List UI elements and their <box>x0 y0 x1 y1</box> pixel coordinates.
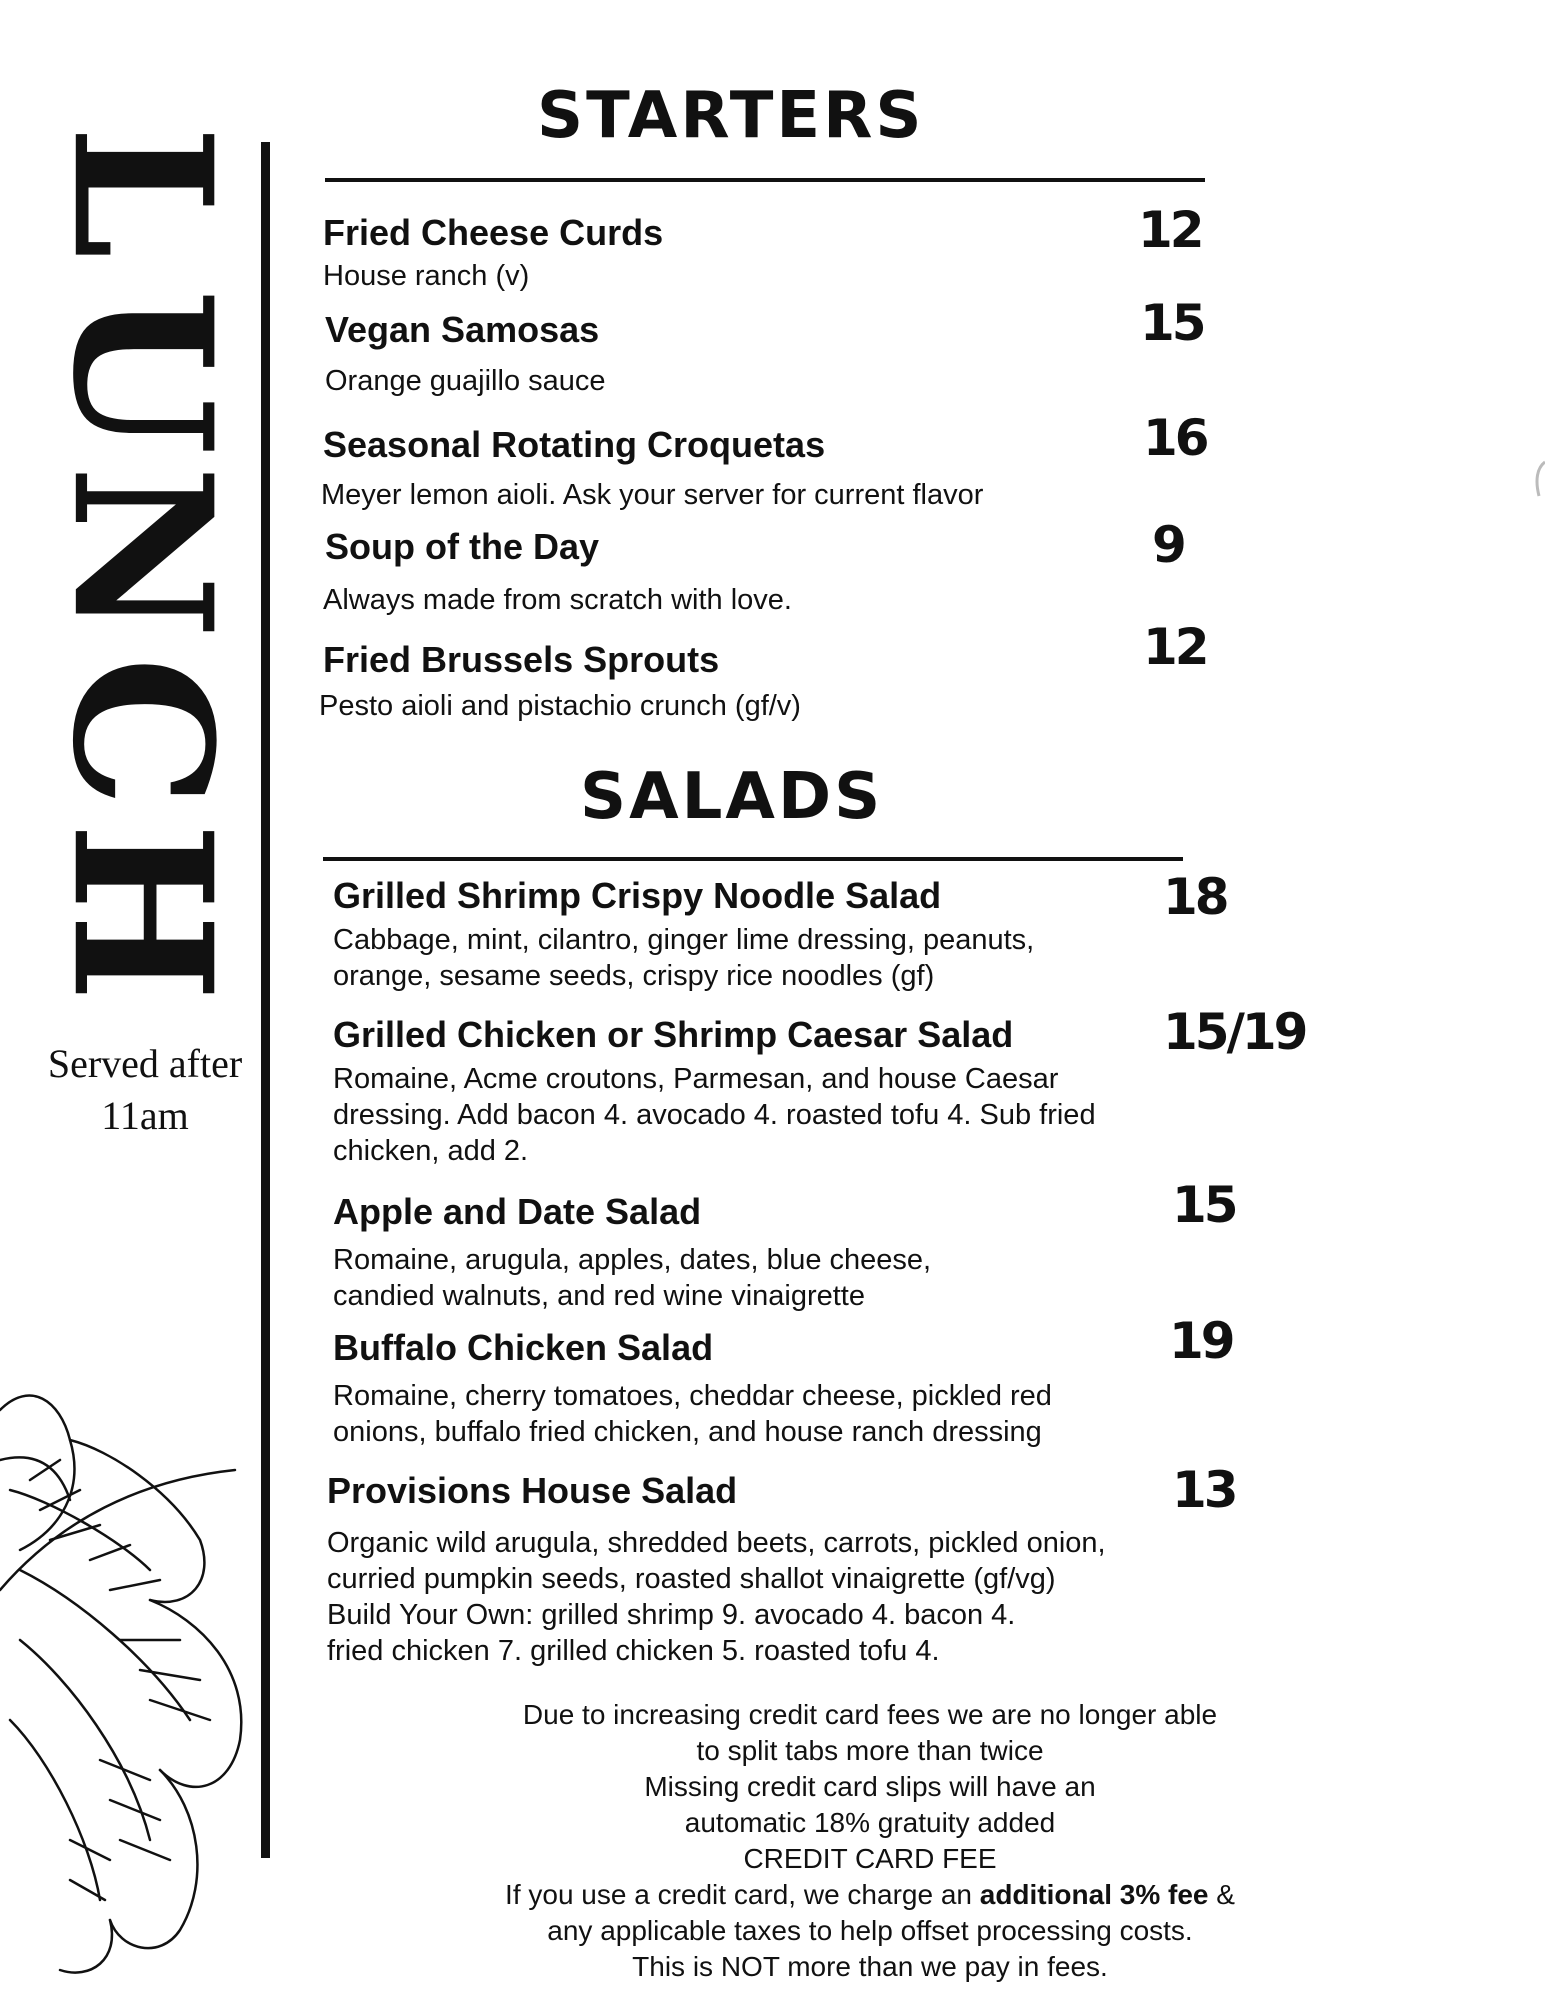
item-price: 12 <box>1138 201 1202 259</box>
title-letter: L <box>31 125 254 259</box>
description-line: Romaine, cherry tomatoes, cheddar cheese, pickled red <box>333 1380 1052 1412</box>
item-description <box>333 1242 931 1314</box>
notice-line: CREDIT CARD FEE <box>743 1843 997 1874</box>
description-line: Build Your Own: grilled shrimp 9. avocado 4. bacon 4. <box>327 1599 1016 1631</box>
served-line: Served after <box>47 1041 243 1086</box>
title-letter: U <box>31 289 255 455</box>
served-after-note <box>20 1038 270 1142</box>
item-name: Provisions House Salad <box>327 1470 738 1511</box>
item-name: Fried Cheese Curds <box>323 212 664 253</box>
item-price: 13 <box>1172 1461 1236 1519</box>
notice-line: Missing credit card slips will have an <box>644 1771 1096 1802</box>
item-price: 15 <box>1172 1176 1236 1234</box>
description-line: onions, buffalo fried chicken, and house ranch dressing <box>333 1416 1042 1448</box>
item-price: 9 <box>1152 516 1184 574</box>
description-line: orange, sesame seeds, crispy rice noodles (gf) <box>333 960 935 992</box>
item-price: 12 <box>1143 618 1207 676</box>
fee-amount: additional 3% fee <box>979 1879 1209 1910</box>
notice-line: automatic 18% gratuity added <box>684 1807 1056 1838</box>
description-line: fried chicken 7. grilled chicken 5. roasted tofu 4. <box>327 1635 940 1667</box>
description-line: candied walnuts, and red wine vinaigrette <box>333 1280 865 1312</box>
starters-heading: STARTERS <box>537 79 925 153</box>
description-line: dressing. Add bacon 4. avocado 4. roasted tofu 4. Sub fried <box>333 1099 1096 1131</box>
description-line: Cabbage, mint, cilantro, ginger lime dressing, peanuts, <box>333 924 1035 956</box>
edge-fragment-mark <box>1533 460 1545 500</box>
item-description <box>333 1378 1052 1450</box>
description-line: chicken, add 2. <box>333 1135 529 1167</box>
fee-suffix: & <box>1208 1879 1235 1910</box>
credit-card-fee-line <box>430 1877 1310 1913</box>
title-letter: H <box>31 822 254 1002</box>
salads-heading: SALADS <box>580 760 884 834</box>
item-name: Seasonal Rotating Croquetas <box>323 424 826 465</box>
item-name: Vegan Samosas <box>325 309 600 350</box>
item-price: 18 <box>1163 868 1227 926</box>
title-letter: C <box>30 656 254 808</box>
item-description <box>333 922 1034 994</box>
item-description <box>327 1525 1106 1669</box>
item-name: Buffalo Chicken Salad <box>333 1327 714 1368</box>
served-line: 11am <box>101 1093 189 1138</box>
description-line: Romaine, arugula, apples, dates, blue cheese, <box>333 1244 932 1276</box>
item-description: Always made from scratch with love. <box>323 584 792 616</box>
title-letter: N <box>31 465 255 639</box>
item-description: Meyer lemon aioli. Ask your server for current flavor <box>321 479 984 511</box>
item-name: Grilled Chicken or Shrimp Caesar Salad <box>333 1014 1014 1055</box>
item-description <box>333 1061 1096 1169</box>
description-line: Romaine, Acme croutons, Parmesan, and house Caesar <box>333 1063 1059 1095</box>
item-description: Pesto aioli and pistachio crunch (gf/v) <box>319 690 801 722</box>
item-name: Grilled Shrimp Crispy Noodle Salad <box>333 875 942 916</box>
starters-rule <box>325 178 1205 182</box>
item-name: Apple and Date Salad <box>333 1191 702 1232</box>
payment-policy-notice <box>430 1697 1310 1985</box>
item-price: 16 <box>1143 409 1207 467</box>
item-price: 15 <box>1140 294 1204 352</box>
monstera-leaf-illustration <box>0 1340 260 1980</box>
lunch-vertical-title <box>30 112 255 1002</box>
description-line: Organic wild arugula, shredded beets, carrots, pickled onion, <box>327 1527 1106 1559</box>
vertical-divider <box>261 142 270 1858</box>
fee-prefix: If you use a credit card, we charge an <box>505 1879 980 1910</box>
item-name: Soup of the Day <box>325 526 600 567</box>
notice-line: any applicable taxes to help offset processing costs. <box>547 1915 1193 1946</box>
item-name: Fried Brussels Sprouts <box>323 639 720 680</box>
item-description: House ranch (v) <box>323 260 530 292</box>
notice-line: to split tabs more than twice <box>696 1735 1044 1766</box>
notice-line: Due to increasing credit card fees we are no longer able <box>522 1699 1218 1730</box>
description-line: curried pumpkin seeds, roasted shallot vinaigrette (gf/vg) <box>327 1563 1056 1595</box>
item-price: 19 <box>1169 1312 1233 1370</box>
item-price: 15/19 <box>1163 1003 1306 1061</box>
salads-rule <box>323 857 1183 861</box>
item-description: Orange guajillo sauce <box>325 365 606 397</box>
notice-line: This is NOT more than we pay in fees. <box>632 1951 1108 1982</box>
